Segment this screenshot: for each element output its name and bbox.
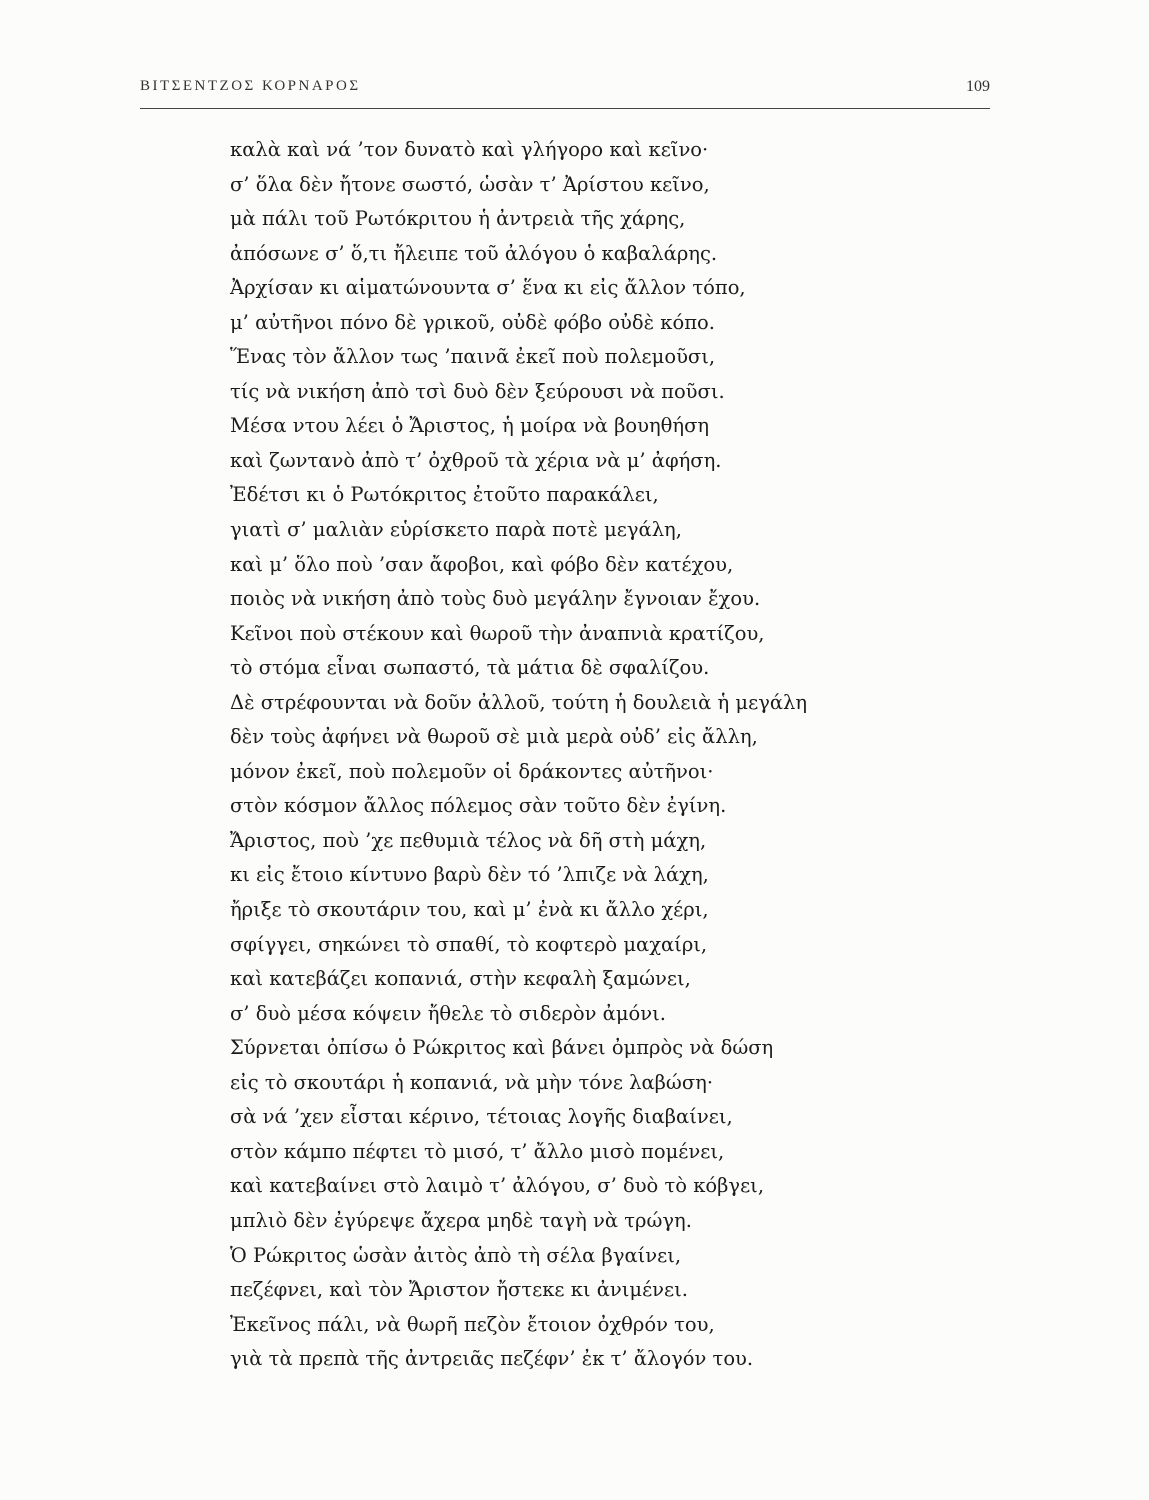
verse-line: καὶ κατεβαίνει στὸ λαιμὸ τ’ ἀλόγου, σ’ δυὸ τὸ κόβγει, xyxy=(230,1174,765,1198)
verse-line: καλὰ καὶ νά ’τον δυνατὸ καὶ γλήγορο καὶ κεῖνο· xyxy=(230,138,709,161)
running-head xyxy=(140,78,990,108)
verse-line: ἤριξε τὸ σκουτάριν του, καὶ μ’ ἐνὰ κι ἄλλο χέρι, xyxy=(230,898,709,922)
verse-line: Ἄριστος, ποὺ ’χε πεθυμιὰ τέλος νὰ δῆ στὴ μάχη, xyxy=(230,828,707,852)
verse-line: καὶ ζωντανὸ ἀπὸ τ’ ὀχθροῦ τὰ χέρια νὰ μ’ ἀφήση. xyxy=(230,448,722,472)
verse-line: τίς νὰ νικήση ἀπὸ τσὶ δυὸ δὲν ξεύρουσι νὰ ποῦσι. xyxy=(230,379,725,403)
header-rule xyxy=(140,108,990,109)
verse-line: Κεῖνοι ποὺ στέκουν καὶ θωροῦ τὴν ἀναπνιὰ κρατίζου, xyxy=(230,621,765,645)
verse-line: Μέσα ντου λέει ὁ Ἄριστος, ἡ μοίρα νὰ βουηθήση xyxy=(230,414,710,438)
verse-line: πεζέφνει, καὶ τὸν Ἄριστον ἤστεκε κι ἀνιμένει. xyxy=(230,1278,688,1302)
verse-line: Δὲ στρέφουνται νὰ δοῦν ἀλλοῦ, τούτη ἡ δουλειὰ ἡ μεγάλη xyxy=(230,690,808,714)
verse-line: ἀπόσωνε σ’ ὅ,τι ἤλειπε τοῦ ἀλόγου ὁ καβαλάρης. xyxy=(230,241,718,265)
verse-line: σ’ δυὸ μέσα κόψειν ἤθελε τὸ σιδερὸν ἀμόνι. xyxy=(230,1001,666,1025)
verse-line: μ’ αὐτῆνοι πόνο δὲ γρικοῦ, οὐδὲ φόβο οὐδὲ κόπο. xyxy=(230,310,715,334)
poem-verses xyxy=(230,133,930,1377)
verse-line: τὸ στόμα εἶναι σωπαστό, τὰ μάτια δὲ σφαλίζου. xyxy=(230,656,710,680)
verse-line: καὶ κατεβάζει κοπανιά, στὴν κεφαλὴ ξαμώνει, xyxy=(230,967,691,991)
verse-line: μόνον ἐκεῖ, ποὺ πολεμοῦν οἱ δράκοντες αὐτῆνοι· xyxy=(230,759,714,783)
verse-line: Ἀρχίσαν κι αἱματώνουντα σ’ ἕνα κι εἰς ἄλλον τόπο, xyxy=(230,276,746,300)
page-number: 109 xyxy=(966,78,990,95)
verse-line: σφίγγει, σηκώνει τὸ σπαθί, τὸ κοφτερὸ μαχαίρι, xyxy=(230,932,708,956)
verse-line: Ἐκεῖνος πάλι, νὰ θωρῆ πεζὸν ἔτοιον ὀχθρόν του, xyxy=(230,1312,715,1336)
verse-line: στὸν κόσμον ἄλλος πόλεμος σὰν τοῦτο δὲν ἐγίνη. xyxy=(230,794,727,818)
verse-line: στὸν κάμπο πέφτει τὸ μισό, τ’ ἄλλο μισὸ πομένει, xyxy=(230,1139,725,1163)
verse-line: σὰ νά ’χεν εἶσται κέρινο, τέτοιας λογῆς διαβαίνει, xyxy=(230,1105,733,1129)
verse-line: καὶ μ’ ὅλο ποὺ ’σαν ἄφοβοι, καὶ φόβο δὲν κατέχου, xyxy=(230,552,734,576)
running-head-title: ΒΙΤΣΕΝΤΖΟΣ ΚΟΡΝΑΡΟΣ xyxy=(140,78,361,94)
verse-line: γιὰ τὰ πρεπὰ τῆς ἀντρειᾶς πεζέφν’ ἐκ τ’ ἄλογόν του. xyxy=(230,1347,754,1371)
verse-line: ποιὸς νὰ νικήση ἀπὸ τοὺς δυὸ μεγάλην ἔγνοιαν ἔχου. xyxy=(230,587,761,611)
verse-line: Ἕνας τὸν ἄλλον τως ’παινᾶ ἐκεῖ ποὺ πολεμοῦσι, xyxy=(230,345,716,369)
verse-line: γιατὶ σ’ μαλιὰν εὑρίσκετο παρὰ ποτὲ μεγάλη, xyxy=(230,518,682,542)
verse-line: Σύρνεται ὀπίσω ὁ Ρώκριτος καὶ βάνει ὀμπρὸς νὰ δώση xyxy=(230,1036,774,1060)
verse-line: κι εἰς ἔτοιο κίντυνο βαρὺ δὲν τό ’λπιζε νὰ λάχη, xyxy=(230,863,709,887)
verse-line: Ὁ Ρώκριτος ὡσὰν ἀιτὸς ἀπὸ τὴ σέλα βγαίνει, xyxy=(230,1243,682,1267)
verse-line: Ἐδέτσι κι ὁ Ρωτόκριτος ἐτοῦτο παρακάλει, xyxy=(230,483,659,507)
verse-line: σ’ ὅλα δὲν ἤτονε σωστό, ὡσὰν τ’ Ἀρίστου κεῖνο, xyxy=(230,172,710,196)
verse-line: μπλιὸ δὲν ἐγύρεψε ἄχερα μηδὲ ταγὴ νὰ τρώγη. xyxy=(230,1208,692,1232)
verse-line: μὰ πάλι τοῦ Ρωτόκριτου ἡ ἀντρειὰ τῆς χάρης, xyxy=(230,207,686,231)
verse-line: εἰς τὸ σκουτάρι ἡ κοπανιά, νὰ μὴν τόνε λαβώση· xyxy=(230,1070,714,1094)
verse-line: δὲν τοὺς ἀφήνει νὰ θωροῦ σὲ μιὰ μερὰ οὐδ’ εἰς ἄλλη, xyxy=(230,725,758,749)
